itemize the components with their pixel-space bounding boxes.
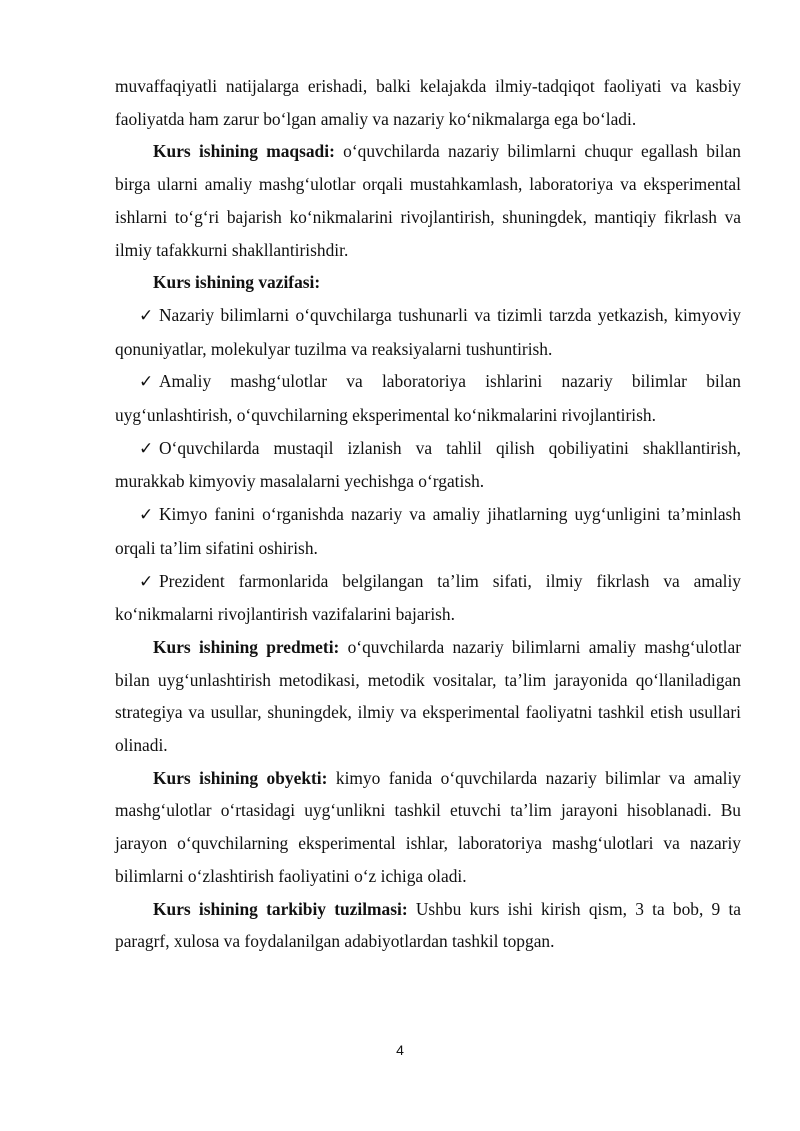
checkmark-icon: ✓	[139, 305, 154, 326]
intro-continuation: muvaffaqiyatli natijalarga erishadi, balki kelajakda ilmiy-tadqiqot faoliyati va kasbiy faoliyatda ham zarur bo‘lgan amaliy va nazariy ko‘nikmalarga ega bo‘ladi.	[115, 76, 741, 129]
object-text: kimyo fanida o‘quvchilarda nazariy bilimlar va amaliy mashg‘ulotlar o‘rtasidagi uyg‘unlikni tashkil etuvchi ta’lim jarayoni hisoblanadi. Bu jarayon o‘quvchilarning eksperimental ishlar, laboratoriya mashg‘ulotlari va nazariy bilimlarni o‘zlashtirish faoliyatini o‘z ichiga oladi.	[115, 767, 741, 886]
subject-text: o‘quvchilarda nazariy bilimlarni amaliy mashg‘ulotlar bilan uyg‘unlashtirish metodikasi, metodik vositalar, ta’lim jarayonida qo‘llaniladigan strategiya va usullar, shuningdek, ilmiy va eksperimental faoliyatni tashkil etish usullari olinadi.	[115, 636, 741, 756]
document-body	[115, 70, 741, 958]
checkmark-icon: ✓	[139, 372, 154, 393]
goal-label: Kurs ishining maqsadi:	[153, 141, 335, 162]
task-text: O‘quvchilarda mustaqil izlanish va tahlil qilish qobiliyatini shakllantirish, murakkab kimyoviy masalalarni yechishga o‘rgatish.	[115, 437, 741, 492]
page-number: 4	[396, 1042, 404, 1058]
checkmark-icon: ✓	[139, 505, 154, 526]
tasks-label: Kurs ishining vazifasi:	[153, 272, 321, 293]
task-text: Amaliy mashg‘ulotlar va laboratoriya ishlarini nazariy bilimlar bilan uyg‘unlashtirish, o‘quvchilarning eksperimental ko‘nikmalarini rivojlantirish.	[115, 371, 741, 426]
task-item	[115, 565, 741, 631]
task-item	[115, 365, 741, 431]
tasks-heading	[115, 266, 741, 299]
task-item	[115, 498, 741, 564]
task-text: Kimyo fanini o‘rganishda nazariy va amaliy jihatlarning uyg‘unligini ta’minlash orqali ta’lim sifatini oshirish.	[115, 504, 741, 558]
goal-paragraph	[115, 135, 741, 266]
structure-label: Kurs ishining tarkibiy tuzilmasi:	[153, 898, 408, 919]
object-label: Kurs ishining obyekti:	[153, 767, 328, 788]
task-item	[115, 299, 741, 365]
structure-paragraph	[115, 893, 741, 958]
checkmark-icon: ✓	[139, 438, 154, 459]
subject-paragraph	[115, 631, 741, 762]
task-item	[115, 432, 741, 498]
goal-text: o‘quvchilarda nazariy bilimlarni chuqur egallash bilan birga ularni amaliy mashg‘ulotlar orqali mustahkamlash, laboratoriya va eksperimental ishlarni to‘g‘ri bajarish ko‘nikmalarini rivojlantirish, shuningdek, mantiqiy fikrlash va ilmiy tafakkurni shakllantirishdir.	[115, 141, 741, 260]
object-paragraph	[115, 762, 741, 893]
task-text: Nazariy bilimlarni o‘quvchilarga tushunarli va tizimli tarzda yetkazish, kimyoviy qonuniyatlar, molekulyar tuzilma va reaksiyalarni tushuntirish.	[115, 304, 741, 359]
subject-label: Kurs ishining predmeti:	[153, 636, 340, 657]
checkmark-icon: ✓	[139, 571, 154, 592]
structure-text: Ushbu kurs ishi kirish qism, 3 ta bob, 9 ta paragrf, xulosa va foydalanilgan adabiyotlardan tashkil topgan.	[115, 898, 741, 952]
task-text: Prezident farmonlarida belgilangan ta’lim sifati, ilmiy fikrlash va amaliy ko‘nikmalarni rivojlantirish vazifalarini bajarish.	[115, 570, 741, 625]
